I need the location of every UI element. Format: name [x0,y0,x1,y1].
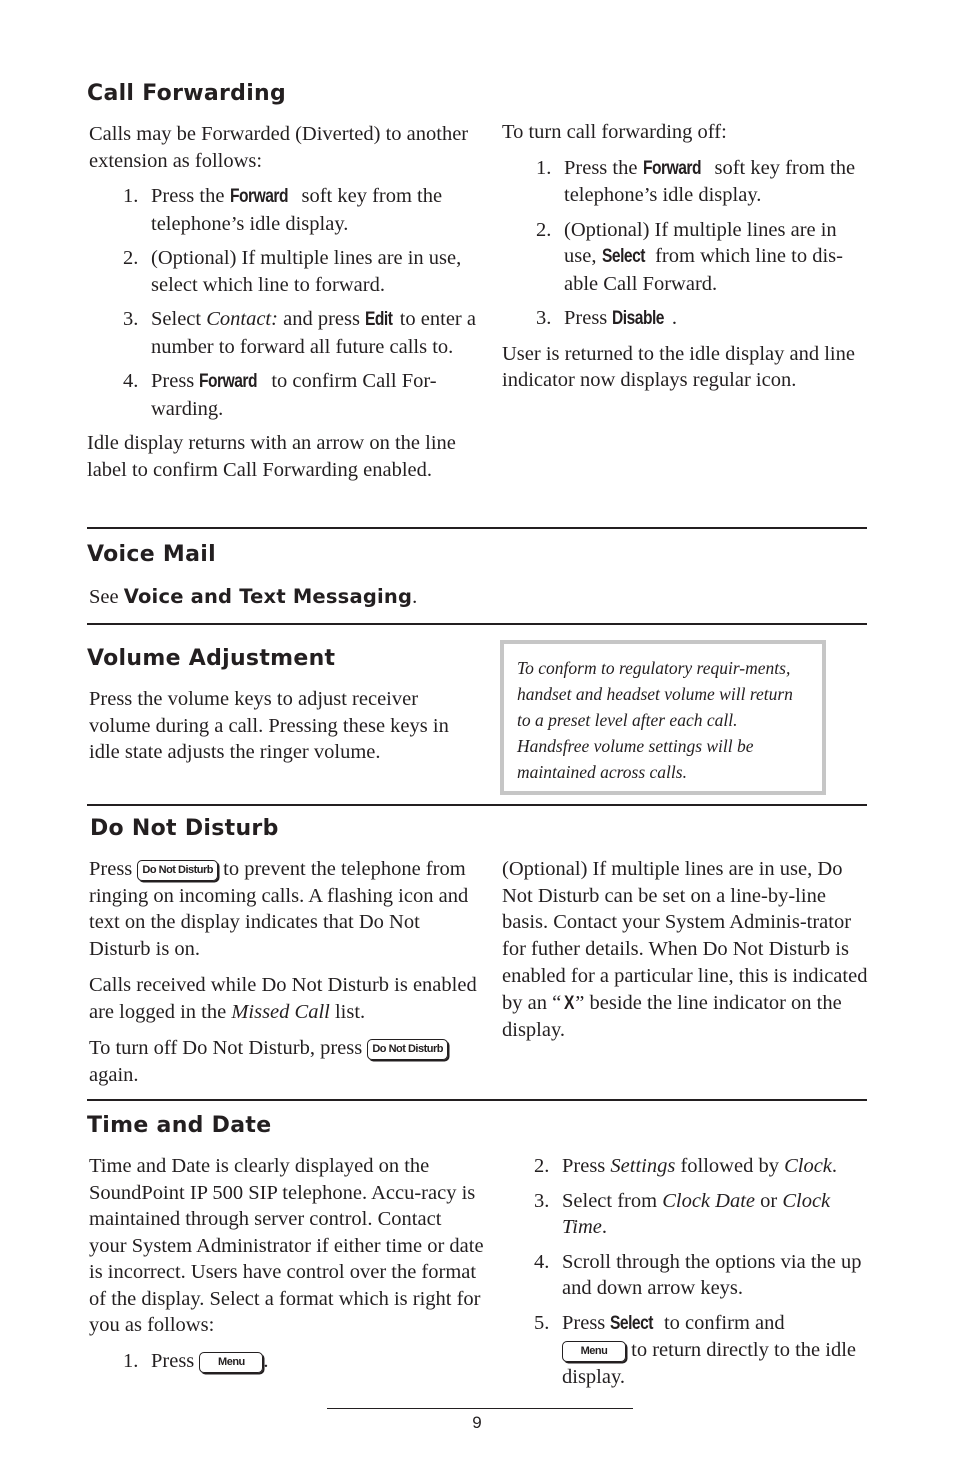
menu-key[interactable]: Menu [199,1352,263,1373]
do-not-disturb-key[interactable]: Do Not Disturb [137,860,218,881]
list-item: 5. Press Select to confirm and Menu to return directly to the idle display. [534,1311,856,1388]
volume-adjustment-heading: Volume Adjustment [87,646,336,671]
time-and-date-heading: Time and Date [87,1113,272,1138]
list-item: 3. Select from Clock Date or Clock Time. [534,1189,831,1238]
softkey-label: Disable [612,308,665,329]
page-number: 9 [472,1413,482,1432]
list-item: 4. Scroll through the options via the up and down arrow keys. [534,1250,862,1299]
dnd-paragraph-2: Calls received while Do Not Disturb is enabled are logged in the Missed Call list. [89,974,477,1023]
call-forwarding-off-steps [502,155,872,333]
time-date-body: Time and Date is clearly displayed on the SoundPoint IP 500 SIP telephone. Accu-racy is maintained through server control. Contact your System Administrator if either time or date is incorrect. Users have control over the format of the display. Select a format which is right for you as follows: [89,1155,484,1336]
voice-and-text-messaging-link[interactable]: Voice and Text Messaging [123,585,413,608]
call-forwarding-intro: Calls may be Forwarded (Diverted) to another extension as follows: [89,123,469,172]
voice-mail-body: See Voice and Text Messaging. [89,585,418,608]
call-forwarding-steps [89,183,484,422]
dnd-paragraph-1: Press Do Not Disturb to prevent the telephone from ringing on incoming calls. A flashing icon and text on the display indicates that Do Not Disturb is on. [89,858,469,960]
dnd-right-column: (Optional) If multiple lines are in use, Do Not Disturb can be set on a line-by-line basis. Contact your System Adminis-trator for futher details. When Do Not Disturb is enabled for a particular line, this is indicated by an “ X” beside the line indicator on the display. [502,858,868,1042]
softkey-label: Forward [229,186,288,207]
menu-key[interactable]: Menu [562,1341,626,1362]
regulatory-note-text: To conform to regulatory requir-ments, handset and headset volume will return to a preset level after each call. Handsfree volume settings will be maintained across calls. [517,658,793,782]
section-divider [87,804,867,806]
x-indicator-icon: X [564,992,575,1014]
section-divider [87,1099,867,1101]
call-forwarding-off-outro: User is returned to the idle display and line indicator now displays regular icon. [502,342,855,391]
list-item: 4. Press Forward to confirm Call For-warding. [123,370,437,420]
dnd-paragraph-3: To turn off Do Not Disturb, press Do Not Disturb again. [89,1035,484,1088]
call-forwarding-outro: Idle display returns with an arrow on the line label to confirm Call Forwarding enabled. [87,432,456,481]
call-forwarding-left-column [89,121,484,483]
volume-adjustment-body: Press the volume keys to adjust receiver volume during a call. Pressing these keys in idle state adjusts the ringer volume. [89,688,449,763]
footer-divider [327,1408,633,1409]
softkey-label: Edit [365,309,393,330]
call-forwarding-right-column [502,119,872,394]
voice-mail-heading: Voice Mail [87,542,216,567]
list-item: 1. Press the Forward soft key from the telephone’s idle display. [536,156,856,206]
list-item: 3. Press Disable . [502,305,872,333]
list-item: 1. Press Menu . [123,1349,269,1372]
list-item: 2. (Optional) If multiple lines are in use, select which line to forward. [123,247,462,296]
time-date-right-column [500,1153,870,1398]
softkey-label: Select [601,246,645,267]
call-forwarding-off-intro: To turn call forwarding off: [502,121,727,143]
regulatory-note-box [500,640,826,795]
section-divider [87,527,867,529]
do-not-disturb-key[interactable]: Do Not Disturb [367,1039,448,1060]
softkey-label: Select [610,1312,654,1334]
list-item: 2. (Optional) If multiple lines are in use, Select from which line to dis-able Call Forward. [536,218,843,295]
time-date-left-column [89,1153,484,1382]
list-item: 2. Press Settings followed by Clock. [534,1155,838,1177]
softkey-label: Forward [199,371,258,392]
dnd-left-column [89,856,484,1088]
section-divider [87,623,867,625]
call-forwarding-heading: Call Forwarding [87,81,287,106]
softkey-label: Forward [642,157,701,179]
list-item: 1. Press the Forward soft key from the telephone’s idle display. [123,185,443,235]
do-not-disturb-heading: Do Not Disturb [90,816,279,841]
list-item: 3. Select Contact: and press Edit to enter a number to forward all future calls to. [123,308,476,358]
